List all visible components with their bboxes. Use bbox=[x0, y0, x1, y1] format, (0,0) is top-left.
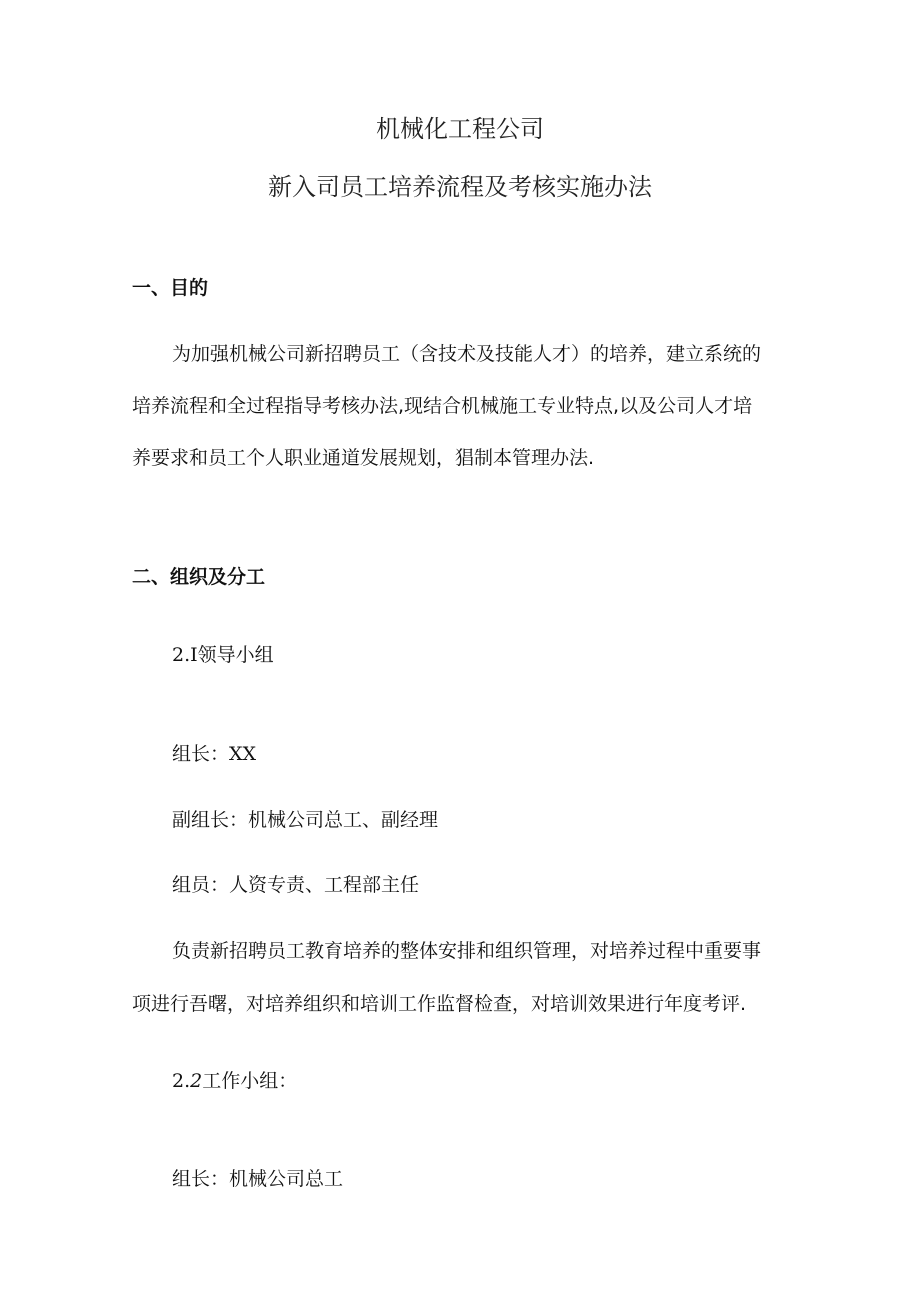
section-heading-purpose: 一、目的 bbox=[132, 277, 209, 299]
duty-paragraph-line-2: 项进行吾曙，对培养组织和培训工作监督检查，对培训效果进行年度考评. bbox=[132, 993, 747, 1015]
subheading-number-italic: 2 bbox=[190, 1070, 203, 1092]
document-title-line-1: 机械化工程公司 bbox=[376, 115, 544, 143]
subheading-text: 工作小组： bbox=[202, 1070, 298, 1092]
section-heading-organization: 二、组织及分工 bbox=[132, 566, 266, 588]
subheading-number: 2. bbox=[172, 1070, 191, 1092]
leader-line bbox=[172, 745, 256, 764]
members-line: 组员：人资专责、工程部主任 bbox=[172, 874, 420, 896]
purpose-paragraph-line-1: 为加强机械公司新招聘员工（含技术及技能人才）的培养，建立系统的 bbox=[172, 343, 762, 365]
subheading-working-group bbox=[172, 1072, 297, 1091]
working-group-leader-line: 组长：机械公司总工 bbox=[172, 1168, 344, 1190]
subheading-leadership-group bbox=[172, 646, 274, 665]
purpose-paragraph-line-2: 培养流程和全过程指导考核办法,现结合机械施工专业特点,以及公司人才培 bbox=[132, 395, 753, 417]
duty-paragraph-line-1: 负责新招聘员工教育培养的整体安排和组织管理，对培养过程中重要事 bbox=[172, 940, 762, 962]
subheading-text: 领导小组 bbox=[197, 644, 274, 666]
document-title-line-2: 新入司员工培养流程及考核实施办法 bbox=[268, 173, 652, 201]
deputy-leader-line: 副组长：机械公司总工、副经理 bbox=[172, 809, 439, 831]
leader-label: 组长： bbox=[172, 743, 230, 765]
subheading-number: 2.I bbox=[172, 644, 198, 666]
leader-value: XX bbox=[229, 743, 257, 765]
purpose-paragraph-line-3: 养要求和员工个人职业通道发展规划，猖制本管理办法. bbox=[132, 447, 595, 469]
